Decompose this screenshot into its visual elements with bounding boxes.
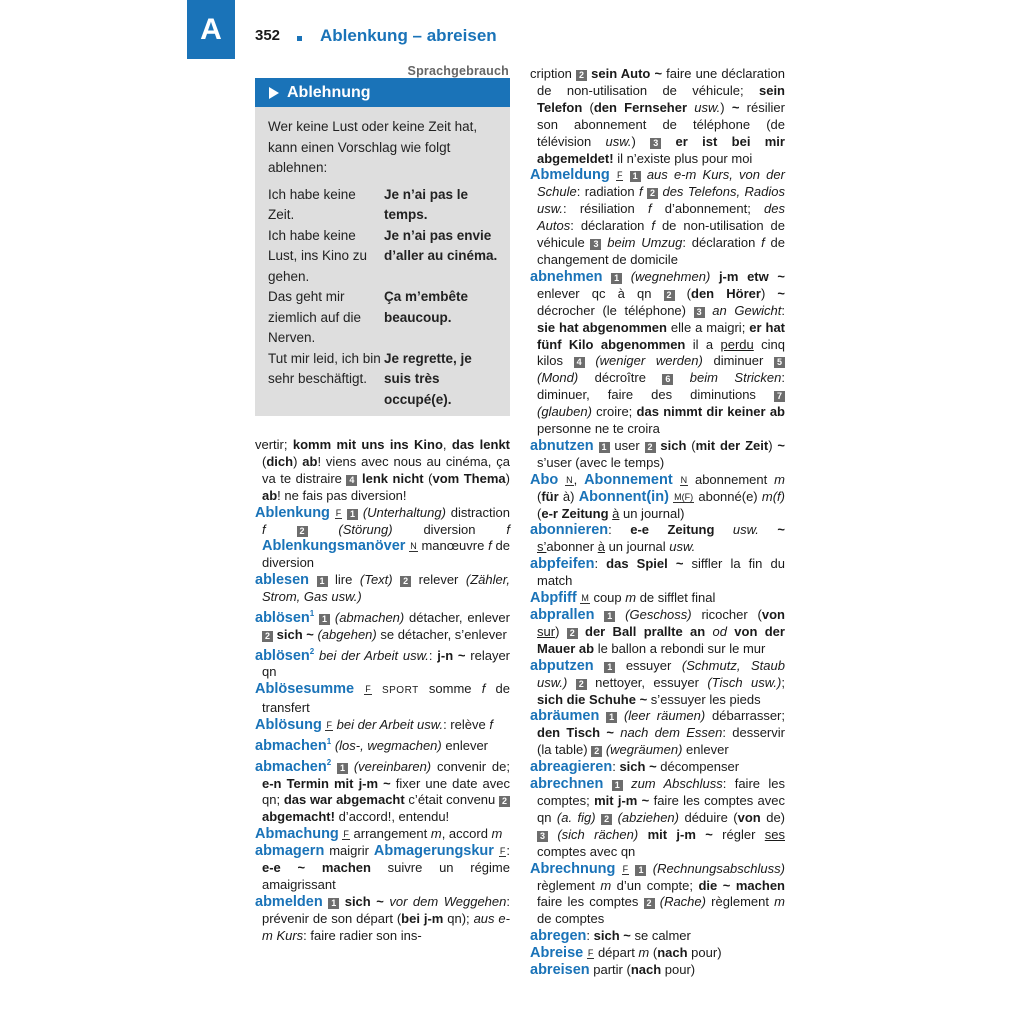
- phrase-french: Je regrette, je suis très occupé(e).: [384, 350, 472, 407]
- dictionary-entry: abrechnen 1 zum Abschluss: faire les comptes; mit j-m ~ faire les comptes avec qn (a. fig) 2 (abziehen) déduire (von de) 3 (sich rächen) mit j-m ~ régler ses comptes avec qn: [530, 776, 786, 859]
- dictionary-column-right: [530, 66, 785, 979]
- dictionary-entry: abregen: sich ~ se calmer: [530, 928, 691, 945]
- headword: Abmeldung: [530, 167, 610, 184]
- headword: abnutzen: [530, 437, 594, 454]
- dictionary-entry: Ablösesumme F SPORT somme f de transfert: [255, 681, 510, 716]
- headword: Abpfiff: [530, 590, 577, 607]
- headword: abmachen$^1$: [255, 737, 332, 754]
- phrase-row: [268, 185, 498, 226]
- headword: abmelden: [255, 893, 323, 910]
- headword: ablösen$^2$: [255, 646, 315, 664]
- phrase-french: Ça m’embête beaucoup.: [384, 289, 469, 325]
- phrase-german: Ich habe keine Zeit.: [268, 186, 356, 222]
- dictionary-entry: abonnieren: e-e Zeitung usw. ~ s’abonner à un journal usw.: [530, 522, 785, 555]
- usage-box-intro: Wer keine Lust oder keine Zeit hat, kann einen Vorschlag wie folgt ablehnen:: [268, 119, 478, 175]
- headword: abreagieren: [530, 759, 613, 776]
- dictionary-entry: cription 2 sein Auto ~ faire une déclaration de non-utilisation de véhicule; sein Telefon (den Fernseher usw.) ~ résilier son abonnement de téléphone (de télévision usw.) 3 er ist bei mir abgemeldet! il n’existe plus pour moi: [530, 66, 785, 166]
- dictionary-column-left: [255, 437, 510, 945]
- usage-box: [255, 107, 510, 416]
- triangle-icon: [269, 87, 279, 99]
- usage-box-label: Sprachgebrauch: [407, 64, 509, 78]
- headword: abprallen: [530, 607, 595, 623]
- headword: abräumen: [530, 708, 600, 725]
- dictionary-entry: Abmachung F arrangement m, accord m: [255, 826, 503, 843]
- headword: abpfeifen: [530, 556, 595, 573]
- headword: abputzen: [530, 657, 594, 674]
- section-letter: A: [200, 12, 222, 46]
- dictionary-entry: abmachen$^2$ 1 (vereinbaren) convenir de; e-n Termin mit j-m ~ fixer une date avec qn; das war abgemacht c’était convenu 2 abgemacht! d’accord!, entendu!: [255, 757, 510, 825]
- usage-box-header: [255, 78, 510, 107]
- dictionary-entry: abputzen 1 essuyer (Schmutz, Staub usw.) 2 nettoyer, essuyer (Tisch usw.); sich die Schuhe ~ s’essuyer les pieds: [530, 657, 785, 707]
- headword: Ablösesumme: [255, 681, 355, 698]
- headword: Abmachung: [255, 826, 339, 843]
- headword: Ablenkung: [255, 504, 330, 521]
- dictionary-entry: abreagieren: sich ~ décompenser: [530, 759, 740, 776]
- phrase-french: Je n’ai pas envie d’aller au cinéma.: [384, 227, 498, 263]
- dictionary-entry: Abpfiff M coup m de sifflet final: [530, 590, 716, 607]
- dictionary-entry: Abmeldung F 1 aus e-m Kurs, von der Schule: radiation f 2 des Telefons, Radios usw.: résiliation f d’abonnement; des Autos: déclaration f de non-utilisation de véhicule 3 beim Umzug: déclaration f de changement de domicile: [530, 167, 786, 267]
- dictionary-entry: abmagern maigrir Abmagerungskur F: e-e ~ machen suivre un régime amaigrissant: [255, 843, 510, 892]
- headword: abmachen$^2$: [255, 757, 332, 775]
- dictionary-entry: Abreise F départ m (nach pour): [530, 945, 722, 962]
- headword: ablesen: [255, 572, 309, 589]
- headword: abmagern: [255, 843, 325, 860]
- dictionary-entry: ablösen$^1$ 1 (abmachen) détacher, enlever 2 sich ~ (abgehen) se détacher, s’enlever: [255, 609, 510, 642]
- dictionary-entry: abreisen partir (nach pour): [530, 962, 696, 979]
- dictionary-entry: vertir; komm mit uns ins Kino, das lenkt (dich) ab! viens avec nous au cinéma, ça va te distraire 4 lenk nicht (vom Thema) ab! ne fais pas diversion!: [255, 437, 510, 503]
- dictionary-entry: abmachen$^1$ (los-, wegmachen) enlever: [255, 737, 488, 754]
- header-bullet: [297, 36, 302, 41]
- phrase-row: [268, 226, 498, 288]
- headword: abnehmen: [530, 268, 603, 285]
- phrase-german: Tut mir leid, ich bin sehr beschäftigt.: [268, 350, 381, 386]
- dictionary-entry: Ablenkung F 1 (Unterhaltung) distraction f 2 (Störung) diversion f Ablenkungsmanöver N manœuvre f de diversion: [255, 504, 510, 571]
- headword: abrechnen: [530, 776, 604, 793]
- phrase-french: Je n’ai pas le temps.: [384, 186, 469, 222]
- headword: Abreise: [530, 945, 584, 962]
- dictionary-entry: abprallen 1 (Geschoss) ricocher (von sur) 2 der Ball prallte an od von der Mauer ab le ballon a rebondi sur le mur: [530, 607, 785, 656]
- headword: Ablösung: [255, 717, 322, 734]
- headword: abonnieren: [530, 522, 609, 539]
- dictionary-entry: abnutzen 1 user 2 sich (mit der Zeit) ~ s’user (avec le temps): [530, 437, 785, 470]
- usage-box-title: Ablehnung: [287, 83, 371, 101]
- dictionary-entry: abpfeifen: das Spiel ~ siffler la fin du match: [530, 556, 785, 589]
- phrase-german: Das geht mir ziemlich auf die Nerven.: [268, 289, 362, 345]
- phrase-german: Ich habe keine Lust, ins Kino zu gehen.: [268, 227, 368, 284]
- headword: Abo: [530, 471, 559, 488]
- headword: Abrechnung: [530, 860, 616, 877]
- headword: ablösen$^1$: [255, 609, 315, 626]
- headword: abregen: [530, 928, 587, 945]
- dictionary-entry: Ablösung F bei der Arbeit usw.: relève f: [255, 717, 493, 734]
- section-letter-tab: [187, 0, 235, 59]
- dictionary-entry: ablesen 1 lire (Text) 2 relever (Zähler, Strom, Gas usw.): [255, 572, 510, 605]
- dictionary-entry: ablösen$^2$ bei der Arbeit usw.: j-n ~ relayer qn: [255, 646, 511, 680]
- phrase-row: [268, 349, 498, 411]
- dictionary-entry: abmelden 1 sich ~ vor dem Weggehen: prévenir de son départ (bei j-m qn); aus e-m Kurs: faire radier son ins-: [255, 893, 510, 943]
- dictionary-entry: Abrechnung F 1 (Rechnungsabschluss) règlement m d’un compte; die ~ machen faire les comptes 2 (Rache) règlement m de comptes: [530, 860, 785, 927]
- dictionary-entry: abräumen 1 (leer räumen) débarrasser; den Tisch ~ nach dem Essen: desservir (la table) 2 (wegräumen) enlever: [530, 708, 785, 758]
- headword: abreisen: [530, 962, 590, 979]
- dictionary-entry: abnehmen 1 (wegnehmen) j-m etw ~ enlever qc à qn 2 (den Hörer) ~ décrocher (le téléphone) 3 an Gewicht: sie hat abgenommen elle a maigri; er hat fünf Kilo abgenommen il a perdu cinq kilos 4 (weniger werden) diminuer 5 (Mond) décroître 6 beim Stricken: diminuer, faire des diminutions 7 (glauben) croire; das nimmt dir keiner ab personne ne te croira: [530, 268, 786, 437]
- dictionary-entry: Abo N, Abonnement N abonnement m (für à) Abonnent(in) M(F) abonné(e) m(f) (e-r Zeitung à un journal): [530, 471, 785, 521]
- page-number: 352: [255, 27, 281, 44]
- running-header: Ablenkung – abreisen: [320, 26, 497, 45]
- phrase-row: [268, 287, 498, 349]
